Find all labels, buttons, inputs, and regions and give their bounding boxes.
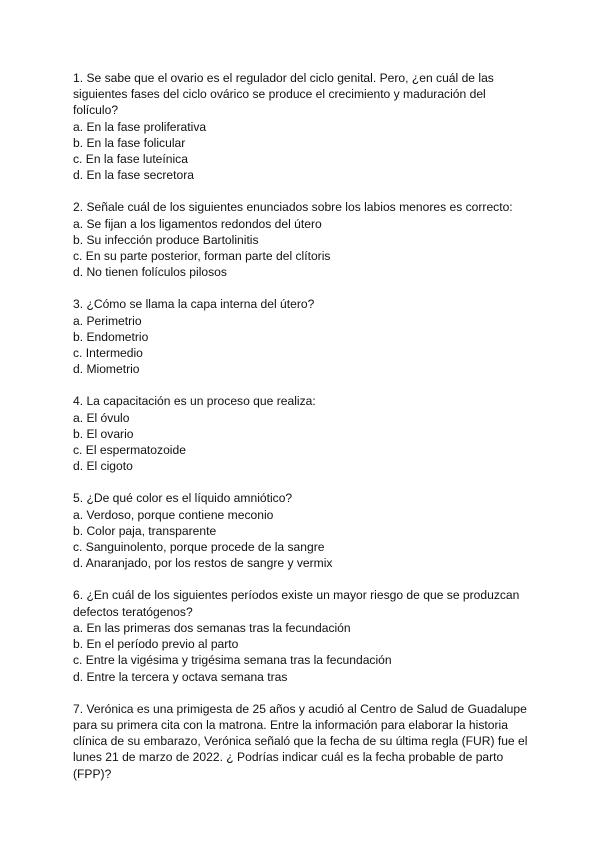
answer-options	[73, 216, 533, 281]
question-text: 3. ¿Cómo se llama la capa interna del útero?	[73, 297, 315, 312]
document-page	[73, 70, 533, 798]
option-b: b. Color paja, transparente	[73, 523, 217, 538]
option-b: b. En la fase folicular	[73, 135, 186, 150]
question-text: 1. Se sabe que el ovario es el regulador del ciclo genital. Pero, ¿en cuál de las siguientes fases del ciclo ovárico se produce el crecimiento y maduración del folículo?	[73, 71, 494, 118]
question-5	[73, 490, 533, 571]
question-4	[73, 393, 533, 474]
answer-options	[73, 410, 533, 475]
option-d: d. Entre la tercera y octava semana tras	[73, 669, 288, 684]
question-2	[73, 199, 533, 280]
question-6	[73, 587, 533, 684]
option-b: b. Endometrio	[73, 329, 149, 344]
option-a: a. Perimetrio	[73, 313, 142, 328]
question-text: 5. ¿De qué color es el líquido amniótico?	[73, 491, 293, 506]
option-d: d. El cigoto	[73, 459, 133, 474]
option-a: a. En la fase proliferativa	[73, 119, 207, 134]
answer-options	[73, 507, 533, 572]
question-7	[73, 701, 533, 782]
option-b: b. Su infección produce Bartolinitis	[73, 232, 259, 247]
question-text: 6. ¿En cuál de los siguientes períodos existe un mayor riesgo de que se produzcan defectos teratógenos?	[73, 588, 520, 619]
option-b: b. El ovario	[73, 426, 134, 441]
option-a: a. El óvulo	[73, 410, 130, 425]
option-c: c. El espermatozoide	[73, 443, 186, 458]
answer-options	[73, 119, 533, 184]
option-c: c. Intermedio	[73, 346, 143, 361]
option-c: c. En su parte posterior, forman parte del clítoris	[73, 249, 331, 264]
option-d: d. Anaranjado, por los restos de sangre y vermix	[73, 556, 333, 571]
question-3	[73, 296, 533, 377]
answer-options	[73, 620, 533, 685]
option-c: c. Entre la vigésima y trigésima semana tras la fecundación	[73, 653, 392, 668]
option-d: d. Miometrio	[73, 362, 140, 377]
option-a: a. Verdoso, porque contiene meconio	[73, 507, 274, 522]
option-a: a. En las primeras dos semanas tras la fecundación	[73, 620, 351, 635]
question-text: 4. La capacitación es un proceso que realiza:	[73, 394, 316, 409]
question-1	[73, 70, 533, 183]
question-text: 7. Verónica es una primigesta de 25 años y acudió al Centro de Salud de Guadalupe para su primera cita con la matrona. Entre la información para elaborar la historia clínica de su embarazo, Verónica señaló que la fecha de su última regla (FUR) fue el lunes 21 de marzo de 2022. ¿ Podrías indicar cuál es la fecha probable de parto (FPP)?	[73, 701, 528, 781]
option-d: d. En la fase secretora	[73, 168, 195, 183]
option-a: a. Se fijan a los ligamentos redondos del útero	[73, 216, 322, 231]
option-c: c. Sanguinolento, porque procede de la sangre	[73, 540, 325, 555]
answer-options	[73, 313, 533, 378]
option-d: d. No tienen folículos pilosos	[73, 265, 227, 280]
option-c: c. En la fase luteínica	[73, 152, 188, 167]
question-text: 2. Señale cuál de los siguientes enunciados sobre los labios menores es correcto:	[73, 200, 513, 215]
option-b: b. En el período previo al parto	[73, 637, 239, 652]
